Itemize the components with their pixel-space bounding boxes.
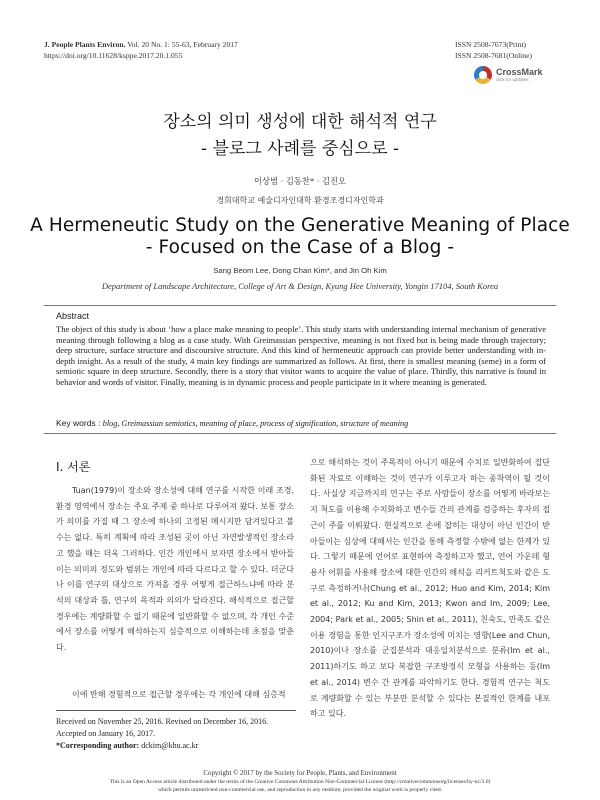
accepted-date: Accepted on January 16, 2017. bbox=[56, 729, 156, 738]
abstract-body: The object of this study is about ‘how a place make meaning to people’. This study starts with understanding internal mechanism of generative meaning through following a blog as a case study. With Greimassian perspective, meaning is not fixed but is being made through trajectory; deep structure, surface structure and discoursive structure. And this kind of hermeneutic approach can provide better understanding with in-depth insight. As a result of the study, 4 main key findings are summarized as follows. At first, there is smallest meaning (seme) in a form of semiotic square in deep structure. Secondly, there is a story that visitor wants to acquire the value of place. Thirdly, this narrative is found in behavior and words of visitor. Finally, meaning is in dynamic process and people participate in it where meaning is generated. bbox=[56, 324, 546, 387]
journal-name: J. People Plants Environ. bbox=[44, 40, 126, 49]
abstract-top-rule bbox=[44, 305, 556, 306]
corresponding-author bbox=[56, 740, 296, 751]
crossmark-icon bbox=[474, 66, 492, 84]
license-line-2: which permits unrestricted non-commercial use, and reproduction in any medium, provided the original work is properly cited. bbox=[157, 787, 443, 793]
authors-en: Sang Beom Lee, Dong Chan Kim*, and Jin Oh Kim bbox=[213, 266, 387, 275]
intro-paragraph-1: Tuan(1979)이 장소와 장소성에 대해 연구를 시작한 이래 조경, 환경 영역에서 장소는 주요 주제 중 하나로 다루어져 왔다. 보통 장소가 의미를 가질 때 그 장소에 하나의 고정된 메시지만 담겨있다고 볼 수는 없다. 특히 계획에 따라 조성된 곳이 아닌 자연발생적인 장소라고 했을 때는 더욱 그러하다. 인간 개인에서 보자면 장소에서 받아들이는 의미의 정도와 범위는 개인에 따라 다르다고 할 수 있다. 더군다나 이를 연구의 대상으로 가져올 경우 어떻게 접근하느냐에 따라 분석의 대상과 틀, 연구의 목적과 의의가 달라진다. 해석적으로 접근할 경우에는 계량화할 수 없기 때문에 일반화할 수 없으며, 각 개인 수준에서 장소를 어떻게 해석하는지 심층적으로 이해하는데 초점을 맞춘다. bbox=[56, 486, 294, 653]
crossmark-badge[interactable] bbox=[474, 64, 554, 88]
title-en-line2: - Focused on the Case of a Blog - bbox=[145, 237, 455, 258]
corresponding-label: *Corresponding author: bbox=[56, 741, 140, 750]
authors-kr: 이상범 · 김동찬* · 김진오 bbox=[253, 176, 347, 186]
keywords-value: blog, Greimassian semiotics, meaning of place, process of signification, structure of meaning bbox=[102, 419, 409, 428]
copyright-line: Copyright © 2017 by the Society for People, Plants, and Environment bbox=[203, 770, 397, 777]
crossmark-label: CrossMark bbox=[496, 67, 543, 77]
intro-right-column: 으로 해석하는 것이 주목적이 아니기 때문에 수치로 일반화하여 집단화된 자료로 이해하는 것이 연구가 이루고자 하는 종착역이 될 것이다. 사실상 지금까지의 연구는 주로 사람들이 장소를 어떻게 바라보는지 척도를 이용해 수치화하고 변수들 간의 관계를 검증하는 후자의 접근이 주를 이뤄왔다. 현실적으로 손에 잡히는 대상이 아닌 인간이 받아들이는 심상에 대해서는 인간을 통해 측정할 수밖에 없는 한계가 있다. 그렇기 때문에 언어로 표현하여 측정하고자 했고, 언어 가운데 형용사 어휘를 사용해 장소에 대한 인간의 해석을 리커트척도와 같은 도구로 측정하거나(Chung et al., 2012; Huo and Kim, 2014; Kim et al., 2012; Ku and Kim, 2013; Kwon and Im, 2009; Lee, 2004; Park et al., 2005; Shin et al., 2011), 친숙도, 만족도 같은 이용 경험을 통한 인지구조가 장소성에 미치는 영향(Lee and Chun, 2010)이나 장소를 군집분석과 대응일치분석으로 분류(Im et al., 2011)하기도 하고 보다 복잡한 구조방정식 모형을 사용하는 등(Im et al., 2014) 변수 간 관계를 파악하기도 한다. 경험적 연구는 척도로 계량화할 수 있는 부분만 분석할 수 있다는 본질적인 한계를 내포하고 있다. bbox=[310, 458, 550, 719]
received-date: Received on November 25, 2016. Revised on December 16, 2016. bbox=[56, 717, 269, 726]
footnote-rule bbox=[56, 710, 296, 711]
keywords-label: Key words : bbox=[56, 418, 103, 428]
keywords bbox=[56, 418, 556, 428]
issn-online: ISSN 2508-7681(Online) bbox=[455, 51, 532, 60]
title-en-line1: A Hermeneutic Study on the Generative Meaning of Place bbox=[30, 215, 570, 236]
corresponding-email[interactable]: dckim@khu.ac.kr bbox=[139, 741, 199, 750]
journal-citation bbox=[44, 39, 238, 50]
abstract-bottom-rule bbox=[44, 433, 556, 434]
issn-block bbox=[455, 39, 532, 61]
journal-header bbox=[44, 39, 238, 61]
doi-link[interactable]: https://doi.org/10.11628/ksppe.2017.20.1.055 bbox=[44, 51, 183, 60]
affiliation-en: Department of Landscape Architecture, College of Art & Design, Kyung Hee University, Yongin 17104, South Korea bbox=[101, 281, 499, 291]
title-kr-line1: 장소의 의미 생성에 대한 해석적 연구 bbox=[163, 112, 437, 132]
intro-paragraph-2: 이에 반해 경험적으로 접근할 경우에는 각 개인에 대해 심층적 bbox=[72, 690, 286, 699]
section-heading: Ⅰ. 서론 bbox=[56, 460, 91, 474]
license-line: This is an Open Access article distributed under the terms of the Creative Commons Attribution Non-Commercial License (http://creativecommonsorg/licenses/by-nc/3.0) bbox=[109, 779, 491, 785]
affiliation-kr: 경희대학교 예술디자인대학 환경조경디자인학과 bbox=[216, 196, 384, 205]
volume-info: Vol. 20 No. 1: 55-63, February 2017 bbox=[125, 40, 238, 49]
abstract-heading: Abstract bbox=[56, 311, 90, 321]
title-kr-line2: - 블로그 사례를 중심으로 - bbox=[200, 139, 400, 159]
crossmark-sublabel: click for updates bbox=[496, 77, 529, 82]
issn-print: ISSN 2508-7673(Print) bbox=[455, 40, 527, 49]
